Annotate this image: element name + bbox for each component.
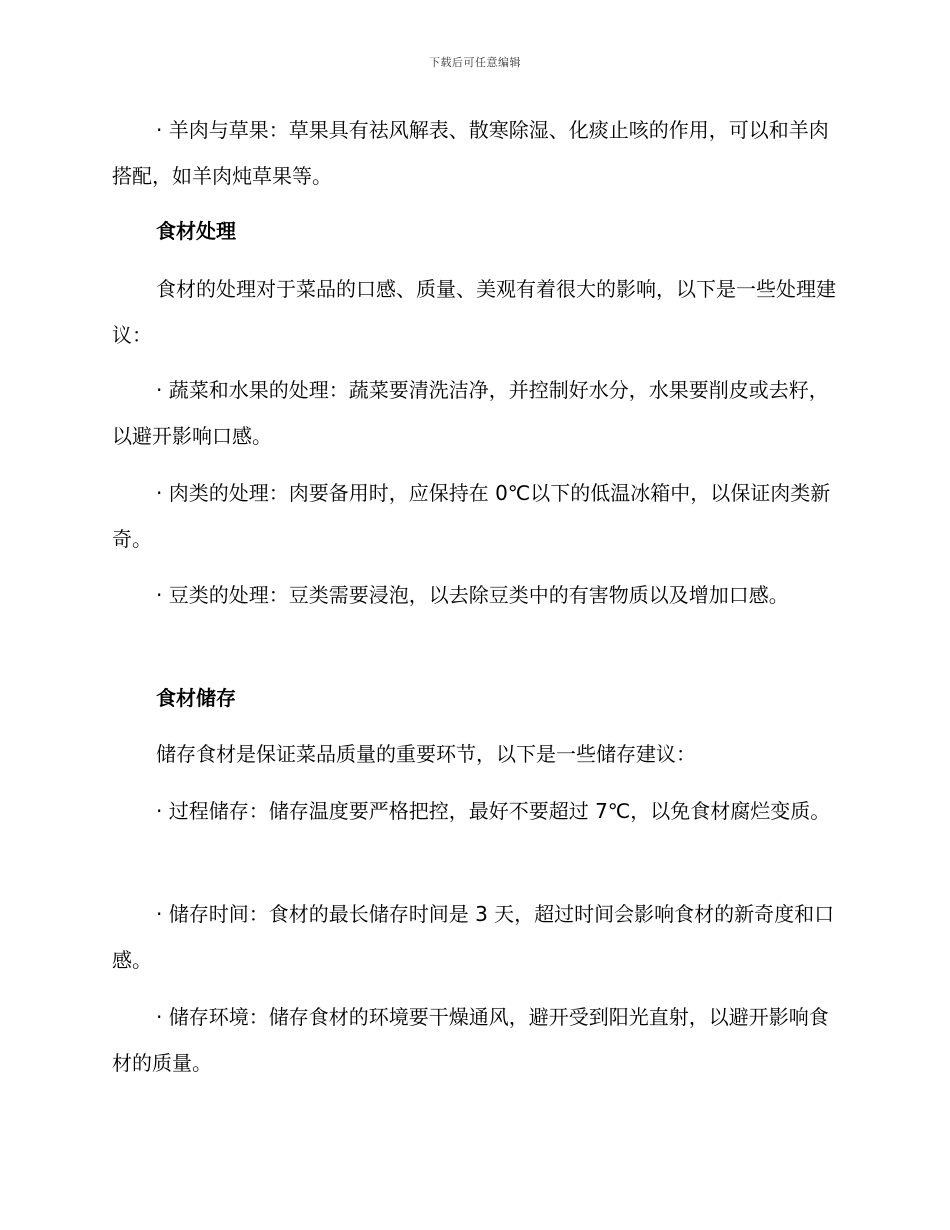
header-note: 下载后可任意编辑 [429, 56, 521, 69]
paragraph-meat-processing: · 肉类的处理：肉要备用时，应保持在 0℃以下的低温冰箱中，以保证肉类新奇。 [112, 481, 831, 551]
paragraph-vegetable-fruit-processing: · 蔬菜和水果的处理：蔬菜要清洗洁净，并控制好水分，水果要削皮或去籽，以避开影响口感。 [112, 378, 829, 448]
section-heading-ingredient-processing: 食材处理 [156, 219, 236, 243]
paragraph-storage-intro: 储存食材是保证菜品质量的重要环节，以下是一些储存建议： [156, 742, 696, 766]
paragraph-lamb-caoguo: · 羊肉与草果：草果具有祛风解表、散寒除湿、化痰止咳的作用，可以和羊肉搭配，如羊肉炖草果等。 [112, 118, 829, 188]
paragraph-process-storage: · 过程储存：储存温度要严格把控，最好不要超过 7℃，以免食材腐烂变质。 [156, 799, 831, 823]
paragraph-storage-environment: · 储存环境：储存食材的环境要干燥通风，避开受到阳光直射，以避开影响食材的质量。 [112, 1005, 829, 1075]
paragraph-bean-processing: · 豆类的处理：豆类需要浸泡，以去除豆类中的有害物质以及增加口感。 [156, 583, 789, 607]
section-heading-ingredient-storage: 食材储存 [156, 686, 236, 710]
paragraph-storage-time: · 储存时间：食材的最长储存时间是 3 天，超过时间会影响食材的新奇度和口感。 [112, 902, 835, 972]
paragraph-processing-intro: 食材的处理对于菜品的口感、质量、美观有着很大的影响，以下是一些处理建议： [112, 277, 836, 347]
